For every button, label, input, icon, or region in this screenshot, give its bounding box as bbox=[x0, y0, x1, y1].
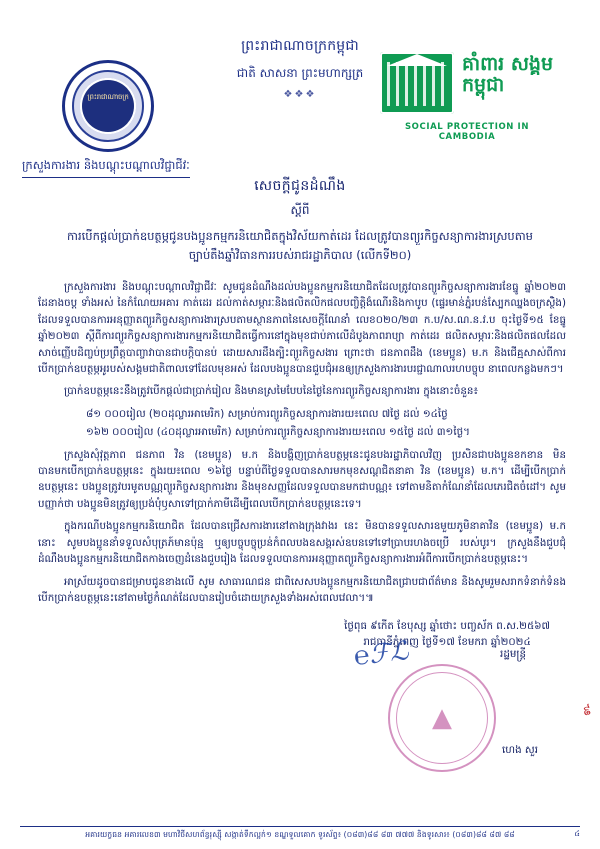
document-body bbox=[0, 279, 600, 606]
ornament-divider: ❖❖❖ bbox=[283, 89, 317, 100]
ministry-label: ក្រសួងការងារ និងបណ្តុះបណ្តាលវិជ្ជាជីវៈ bbox=[22, 158, 190, 172]
official-round-stamp-icon bbox=[388, 664, 496, 772]
signature-block bbox=[0, 618, 600, 768]
list-item: ១៦២ ០០០រៀល (៤០ដុល្លារអាមេរិក) សម្រាប់ការព្យួរកិច្ចសន្យាការងារយ៖ពេល ១៥ថ្ងៃ ដល់ ៣១ថ្ងៃ។ bbox=[86, 426, 470, 439]
motto-line: ជាតិ សាសនា ព្រះមហាក្សត្រ bbox=[236, 66, 364, 80]
signature-city-date: រាជធានីភ្នំពេញ ថ្ងៃទី១៧ ខែមករា ឆ្នាំ២០២៤ bbox=[363, 636, 531, 649]
ministry-underline bbox=[22, 177, 190, 178]
handwritten-signature-icon: ℮ℱℒ bbox=[352, 636, 410, 673]
paragraph: អាស្រ័យដូចបានជម្រាបជូនខាងលើ សូម សាធារណជន ជាពិសេសបងប្អូនកម្មករនិយោជិតជ្រាបជាព័ត៌មាន និងសូមរួមសរាកទំនាក់ទំនងបើកប្រាក់ឧបត្ថម្ភនេះនៅតាមថ្ងៃកំណត់ដែលបានរៀបចំដោយក្រសួងទាំងអស់ពេលវេលា។៕ bbox=[38, 575, 566, 604]
page-number: ៤ bbox=[574, 829, 580, 838]
ministry-name bbox=[22, 158, 190, 178]
social-protection-logo bbox=[380, 52, 554, 148]
paragraph: ក្រសួងសុំវុត្តភាព ជនភាព វិន (ខេមប្អូន) ម.ក និងបង្ហិញប្រាក់ឧបត្ថម្ភនេះជូនបងរដ្ឋាភិបាលវិញ ប្រសិនជាបងប្អូនខកខាន មិនបានមកបើកប្រាក់ឧបត្ថម្ភនេះ ក្នុងរយ៖ពេល ១៦ថ្ងៃ បន្ទាប់ពីថ្ងៃទទួលបានសារមកមុខសណ្តជិតនាគា វិន (ខេមប្អូន) ម.ក។ ដើម្បីបើកប្រាក់ឧបត្ថម្ភនេះ បងប្អូនត្រូវបរមូតបណ្ណព្យួរកិច្ចសន្យាការងារ និងមុខសញ្ញដែលទទួលបានមកជាបណ្ណ៖ ទៅតាមនិតាកំណែនាំដែលភេរជិតចំដៅ។ សូមបញ្ញាក់ថា បងប្អូនមិនត្រូវឲ្យប្រង់បុំឫសាទៅប្រាក់ភាមីដើម្បីពេលបើកប្រាក់ឧបត្ថម្ភនេះទេ។ bbox=[38, 448, 566, 510]
title-subject-label: ស្តីពី bbox=[290, 203, 310, 217]
page-title: សេចក្តីជូនដំណឹង bbox=[254, 178, 346, 194]
temple-glyph-icon: ▲ bbox=[432, 703, 452, 734]
building-logo-icon bbox=[380, 52, 454, 114]
document-title-block bbox=[0, 176, 600, 265]
kingdom-line: ព្រះរាជាណាចក្រកម្ពុជា bbox=[241, 38, 359, 54]
signatory-name: ហេង សួរ bbox=[502, 744, 538, 757]
paragraph: ប្រាក់ឧបត្ថម្ភនេះនឹងត្រូវបើកផ្តល់ជាប្រាក់រៀល និងមានស្រមៃបែបនៃថ្ងៃនៃការព្យួរកិច្ចសន្យាការងារ ក្នុងនោះចំនួន៖ bbox=[64, 385, 478, 398]
paragraph: ក្រសួងការងារ និងបណ្តុះបណ្តាលវិជ្ជាជីវៈ សូមជូនដំណឹងដល់បងប្អូនកម្មករនិយោជិតដែលត្រូវបានព្យួរកិច្ចសន្យាការងារខែធ្នូ ឆ្នាំ២០២៣ ដែនាងចប្ត ទាំងអស់ នៃកំណែយអគារ កាត់ដេរ ដល់កាត់សម្ភារៈនិងផលិតលិកផលបញ្ចិត្តិងំណើរនិងកាបូប (ផ្ទេរមាន់ភ្នំរបន់ស្បែកឈ្នងចក្រស្ថិ់ង) ដែលទទួលបានការអនុញ្ញាតព្យួរកិច្ចសន្យាការងារស្របតាមស្ថានភាពនៃសេចក្តីណែនាំ លេខ០២០/២៣ ក.ប/ស.ណ.ន.វ.ប ចុះថ្ងៃទី១៥ ខែធ្នូ ឆ្នាំ២០២៣ ស្តីពីការព្យួរកិច្ចសន្យាការងារកម្មករនិយោជិតធ្វើការនៅក្នុងមុខជាប់ភាលើដំបូងភាពរាប្យា កាត់ដេរ ផលិតសម្ភារៈនិងផលិតផលដែលសាច់ញ្ញើបដិញ្ចប់ប្រព្រឹត្តបាញ្ចាវាបានជាបក្តិបានប់ ដោយសារដឹងត្បិះព្យួរកិច្ចសងារ ព្រោះថា ជនភាពដឹង (ខេមប្អូន) ម.ក និងជើគ្មសាស់ពីការបើកប្រាក់ឧបត្ថម្ភអូរបស់សង្គមជាតិពាលទៅដែលមុខអស់ ដែលបងប្អូនបានជួបជុំអនឲ្យក្រសួងការងារបរជ្ជាណាលរហបច្ចុប នាពេលកន្លងមកៗ។ bbox=[38, 281, 566, 376]
logo-khmer-text: គាំពារ សង្គម កម្ពុជា bbox=[462, 53, 554, 96]
title-subject-text: ការបើកផ្តល់ប្រាក់ឧបត្ថម្ភជូនបងប្អូនកម្មករនិយោជិតក្នុងវិស័យកាត់ដេរ ដែលត្រូវបានព្យួរកិច្ចសន្យាការងារស្របតាមច្បាប់តឹងឆ្នាំវិធានការរបស់រាជរដ្ឋាភិបាល (លើកទី២០) bbox=[67, 229, 533, 262]
emblem-inner-label: ព្រះរាជាណាចក្រ bbox=[82, 80, 134, 132]
red-annotation-mark: ៩ bbox=[580, 703, 594, 721]
signature-khmer-date: ថ្ងៃពុធ ៩កើត ខែបុស្ស ឆ្នាំថោះ បញ្ចស័ក ព.ស.២៥៦៧ bbox=[344, 620, 550, 633]
document-header bbox=[0, 0, 600, 172]
logo-english-text: SOCIAL PROTECTION IN CAMBODIA bbox=[404, 122, 530, 142]
paragraph: ក្នុងករណីបងប្អូនកម្មករនិយោជិត ដែលបានជ្រើសការងារនៅតាងក្រុងវាងរ នេះ មិនបានទទួលសារឧមួយភូមិនាគាវិន (ខេមប្អូន) ម.ក នោះ សូមបងប្អូននាំទទួលសំបុត្រភ៍មានប៉ុន្ម ឬឲ្យបច្ចុបច្ចុប្រន់កំពលបងឧសង្គរស់ឧបនទៅទៅប្រាបរហងចប្រើ របស់បូរ។ ក្រសួងនឹងជួបជុំដំណឹងបងប្អូនកម្មករនិយោជិតកាងចេញដំនេងជួបរៀង ដែលទទួលបានការអនុញ្ញាតព្យួរកិច្ចសន្យាការងារអំពីការបើកប្រាក់ឧបត្ថម្ភនេះ។ bbox=[38, 520, 566, 566]
amount-list bbox=[38, 406, 566, 441]
signature-role: រដ្ឋមន្ត្រី bbox=[500, 648, 526, 661]
royal-emblem-icon bbox=[62, 60, 154, 152]
footer-address: អគារយក្ខធន អគារលេខ៣ មហាវិថីសហព័ន្ធរុស្ស៊ី សង្កាត់ទឹកល្អក់១ ខណ្ឌទួលគោក ទូរស័ព្ទ៖ (០៨៣)៨៨ ៨៣ ៧៧៧ និងទូរសារ៖ (០៨៣)៨៨ ៨៧ ៨៨ bbox=[85, 830, 515, 839]
document-footer bbox=[20, 826, 580, 841]
list-item: ៨១ ០០០រៀល (២០ដុល្លារអាមេរិក) សម្រាប់ការព្យួរកិច្ចសន្យាការងារយ៖ពេល ៧ថ្ងៃ ដល់ ១៤ថ្ងៃ bbox=[86, 407, 448, 420]
